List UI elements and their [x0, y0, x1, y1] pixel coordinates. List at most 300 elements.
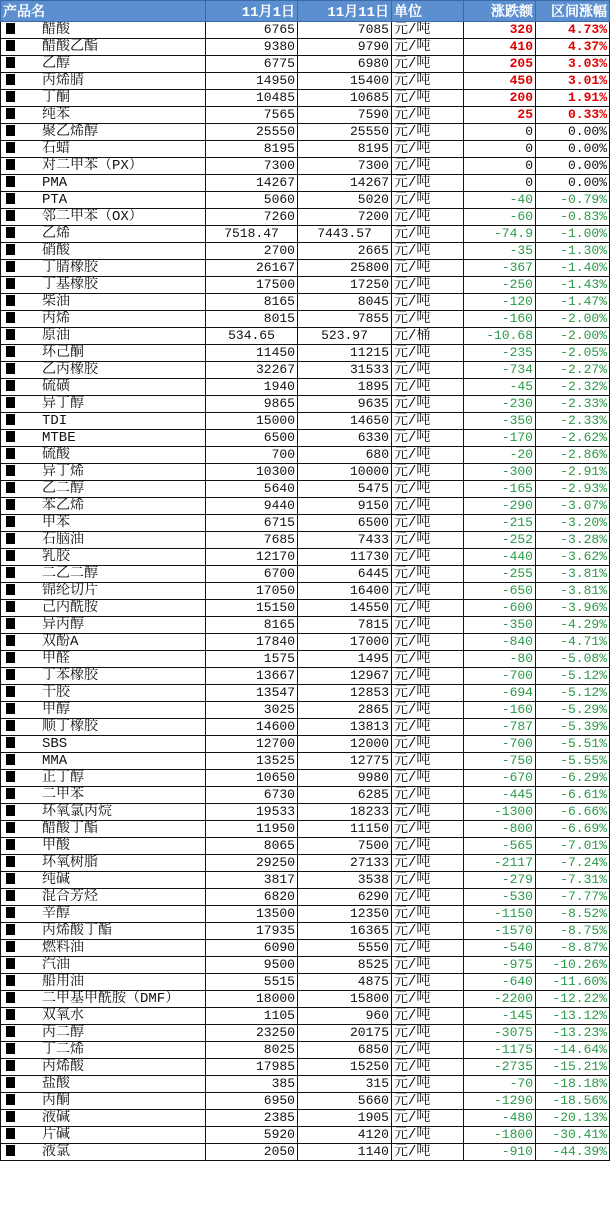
table-row [1, 260, 610, 277]
unit: 元/吨 [392, 243, 464, 260]
square-bullet-icon [6, 1077, 15, 1088]
product-name-cell [1, 328, 206, 345]
table-row [1, 1042, 610, 1059]
product-name: 混合芳烃 [42, 889, 98, 905]
price-date-2: 7815 [298, 617, 392, 634]
table-row [1, 396, 610, 413]
change-percent: 3.01% [536, 73, 610, 90]
price-date-2: 1140 [298, 1144, 392, 1161]
price-date-2: 1495 [298, 651, 392, 668]
change-amount: -70 [464, 1076, 536, 1093]
table-row [1, 770, 610, 787]
price-date-1: 13525 [206, 753, 298, 770]
unit: 元/吨 [392, 991, 464, 1008]
square-bullet-icon [6, 397, 15, 408]
change-amount: -670 [464, 770, 536, 787]
product-name: 甲苯 [42, 515, 70, 531]
product-name-cell [1, 923, 206, 940]
square-bullet-icon [6, 601, 15, 612]
price-date-2: 25800 [298, 260, 392, 277]
price-date-1: 1105 [206, 1008, 298, 1025]
change-percent: -1.00% [536, 226, 610, 243]
product-name: 环氧氯丙烷 [42, 804, 112, 820]
table-row [1, 158, 610, 175]
square-bullet-icon [6, 23, 15, 34]
price-date-2: 11730 [298, 549, 392, 566]
price-date-1: 6950 [206, 1093, 298, 1110]
change-percent: -5.55% [536, 753, 610, 770]
price-date-2: 6980 [298, 56, 392, 73]
product-name: 辛醇 [42, 906, 70, 922]
price-date-2: 6290 [298, 889, 392, 906]
product-name: 丁二烯 [42, 1042, 84, 1058]
price-date-1: 385 [206, 1076, 298, 1093]
product-name: 丙烯腈 [42, 73, 84, 89]
change-percent: -5.08% [536, 651, 610, 668]
unit: 元/吨 [392, 1110, 464, 1127]
price-date-1: 9440 [206, 498, 298, 515]
product-name-cell [1, 566, 206, 583]
product-name: 乙丙橡胶 [42, 362, 98, 378]
change-amount: -40 [464, 192, 536, 209]
price-date-2: 14267 [298, 175, 392, 192]
price-date-2: 9150 [298, 498, 392, 515]
unit: 元/吨 [392, 226, 464, 243]
change-amount: -734 [464, 362, 536, 379]
change-percent: 4.37% [536, 39, 610, 56]
change-percent: -7.31% [536, 872, 610, 889]
square-bullet-icon [6, 74, 15, 85]
product-name-cell [1, 447, 206, 464]
price-date-2: 12000 [298, 736, 392, 753]
product-name: 液氯 [42, 1144, 70, 1160]
product-name-cell [1, 736, 206, 753]
change-percent: -6.29% [536, 770, 610, 787]
table-row [1, 175, 610, 192]
change-amount: -60 [464, 209, 536, 226]
product-name-cell [1, 821, 206, 838]
change-percent: -5.39% [536, 719, 610, 736]
product-name: 硫酸 [42, 447, 70, 463]
unit: 元/吨 [392, 1008, 464, 1025]
product-name: 丁基橡胶 [42, 277, 98, 293]
change-amount: 410 [464, 39, 536, 56]
unit: 元/吨 [392, 124, 464, 141]
product-name-cell [1, 532, 206, 549]
change-amount: -840 [464, 634, 536, 651]
product-name: 对二甲苯（PX） [42, 158, 143, 174]
square-bullet-icon [6, 686, 15, 697]
table-row [1, 991, 610, 1008]
change-percent: -8.52% [536, 906, 610, 923]
change-percent: 3.03% [536, 56, 610, 73]
price-date-1: 8165 [206, 617, 298, 634]
price-date-1: 7518.47 [206, 226, 298, 243]
product-name-cell [1, 1127, 206, 1144]
square-bullet-icon [6, 703, 15, 714]
unit: 元/吨 [392, 158, 464, 175]
price-date-1: 17500 [206, 277, 298, 294]
product-name-cell [1, 753, 206, 770]
unit: 元/吨 [392, 770, 464, 787]
square-bullet-icon [6, 754, 15, 765]
price-date-1: 10650 [206, 770, 298, 787]
product-name-cell [1, 158, 206, 175]
square-bullet-icon [6, 159, 15, 170]
change-percent: 0.00% [536, 175, 610, 192]
product-name-cell [1, 1025, 206, 1042]
product-name: 甲酸 [42, 838, 70, 854]
change-amount: -1570 [464, 923, 536, 940]
unit: 元/吨 [392, 1127, 464, 1144]
table-row [1, 515, 610, 532]
square-bullet-icon [6, 839, 15, 850]
price-date-1: 6730 [206, 787, 298, 804]
change-percent: -0.83% [536, 209, 610, 226]
square-bullet-icon [6, 125, 15, 136]
price-date-2: 8045 [298, 294, 392, 311]
unit: 元/吨 [392, 736, 464, 753]
price-date-1: 23250 [206, 1025, 298, 1042]
price-date-1: 6775 [206, 56, 298, 73]
price-date-1: 534.65 [206, 328, 298, 345]
product-name-cell [1, 311, 206, 328]
price-date-2: 16400 [298, 583, 392, 600]
square-bullet-icon [6, 1026, 15, 1037]
change-amount: -235 [464, 345, 536, 362]
table-row [1, 209, 610, 226]
product-name: 乙烯 [42, 226, 70, 242]
change-percent: -30.41% [536, 1127, 610, 1144]
header-change: 涨跌额 [464, 1, 536, 22]
table-row [1, 804, 610, 821]
price-date-2: 1905 [298, 1110, 392, 1127]
change-amount: -975 [464, 957, 536, 974]
header-percent: 区间涨幅 [536, 1, 610, 22]
unit: 元/吨 [392, 107, 464, 124]
change-percent: -13.12% [536, 1008, 610, 1025]
change-percent: -44.39% [536, 1144, 610, 1161]
square-bullet-icon [6, 431, 15, 442]
change-amount: -35 [464, 243, 536, 260]
table-row [1, 73, 610, 90]
unit: 元/吨 [392, 430, 464, 447]
product-name: PTA [42, 192, 68, 208]
unit: 元/吨 [392, 685, 464, 702]
product-name: 异丁烯 [42, 464, 84, 480]
table-row [1, 192, 610, 209]
table-row [1, 1076, 610, 1093]
table-row [1, 855, 610, 872]
table-row [1, 1008, 610, 1025]
price-date-1: 7685 [206, 532, 298, 549]
change-amount: -215 [464, 515, 536, 532]
change-amount: -1800 [464, 1127, 536, 1144]
change-percent: -18.18% [536, 1076, 610, 1093]
product-name-cell [1, 600, 206, 617]
price-date-1: 12170 [206, 549, 298, 566]
product-name-cell [1, 702, 206, 719]
product-name-cell [1, 498, 206, 515]
square-bullet-icon [6, 788, 15, 799]
product-name: 原油 [42, 328, 70, 344]
change-percent: -11.60% [536, 974, 610, 991]
price-date-1: 13500 [206, 906, 298, 923]
product-name-cell [1, 1059, 206, 1076]
price-date-1: 2700 [206, 243, 298, 260]
price-date-2: 680 [298, 447, 392, 464]
price-date-2: 523.97 [298, 328, 392, 345]
change-percent: -1.47% [536, 294, 610, 311]
change-amount: -565 [464, 838, 536, 855]
product-name: MMA [42, 753, 68, 769]
product-name-cell [1, 1042, 206, 1059]
change-amount: -250 [464, 277, 536, 294]
table-row [1, 753, 610, 770]
price-date-1: 13667 [206, 668, 298, 685]
change-amount: -230 [464, 396, 536, 413]
unit: 元/吨 [392, 651, 464, 668]
product-name: 丙二醇 [42, 1025, 84, 1041]
change-amount: -530 [464, 889, 536, 906]
product-name-cell [1, 872, 206, 889]
table-row [1, 464, 610, 481]
table-row [1, 1127, 610, 1144]
price-date-2: 10000 [298, 464, 392, 481]
product-name: PMA [42, 175, 68, 191]
change-percent: -6.66% [536, 804, 610, 821]
product-name: 双氧水 [42, 1008, 84, 1024]
square-bullet-icon [6, 1128, 15, 1139]
change-amount: -750 [464, 753, 536, 770]
price-date-2: 18233 [298, 804, 392, 821]
table-body [1, 22, 610, 1161]
price-date-1: 5640 [206, 481, 298, 498]
table-row [1, 634, 610, 651]
price-date-2: 17250 [298, 277, 392, 294]
product-name-cell [1, 770, 206, 787]
square-bullet-icon [6, 1060, 15, 1071]
product-name-cell [1, 1093, 206, 1110]
product-name-cell [1, 515, 206, 532]
table-row [1, 328, 610, 345]
change-amount: -640 [464, 974, 536, 991]
header-unit: 单位 [392, 1, 464, 22]
product-name: 汽油 [42, 957, 70, 973]
change-percent: -2.32% [536, 379, 610, 396]
unit: 元/吨 [392, 634, 464, 651]
unit: 元/吨 [392, 583, 464, 600]
change-percent: 0.33% [536, 107, 610, 124]
change-percent: 0.00% [536, 124, 610, 141]
price-date-2: 12775 [298, 753, 392, 770]
square-bullet-icon [6, 414, 15, 425]
product-name: 丙烯酸丁酯 [42, 923, 112, 939]
product-name-cell [1, 1144, 206, 1161]
product-name-cell [1, 226, 206, 243]
unit: 元/吨 [392, 804, 464, 821]
change-percent: -2.93% [536, 481, 610, 498]
change-amount: -1300 [464, 804, 536, 821]
square-bullet-icon [6, 448, 15, 459]
product-name-cell [1, 1008, 206, 1025]
price-date-2: 5020 [298, 192, 392, 209]
price-date-2: 7433 [298, 532, 392, 549]
change-amount: -2735 [464, 1059, 536, 1076]
price-date-2: 15250 [298, 1059, 392, 1076]
price-date-2: 9980 [298, 770, 392, 787]
change-amount: -120 [464, 294, 536, 311]
unit: 元/吨 [392, 719, 464, 736]
unit: 元/吨 [392, 1059, 464, 1076]
unit: 元/吨 [392, 566, 464, 583]
change-amount: 0 [464, 141, 536, 158]
change-percent: -14.64% [536, 1042, 610, 1059]
change-percent: -7.77% [536, 889, 610, 906]
change-amount: -2117 [464, 855, 536, 872]
price-date-1: 9380 [206, 39, 298, 56]
price-date-2: 4120 [298, 1127, 392, 1144]
price-date-1: 6715 [206, 515, 298, 532]
change-percent: -1.30% [536, 243, 610, 260]
unit: 元/吨 [392, 855, 464, 872]
change-amount: -367 [464, 260, 536, 277]
product-name-cell [1, 651, 206, 668]
table-row [1, 447, 610, 464]
square-bullet-icon [6, 1145, 15, 1156]
change-amount: 200 [464, 90, 536, 107]
table-row [1, 549, 610, 566]
price-date-2: 13813 [298, 719, 392, 736]
price-date-1: 19533 [206, 804, 298, 821]
product-name: 异丁醇 [42, 396, 84, 412]
unit: 元/吨 [392, 175, 464, 192]
square-bullet-icon [6, 873, 15, 884]
product-name: 醋酸 [42, 22, 70, 38]
unit: 元/吨 [392, 1042, 464, 1059]
change-amount: 0 [464, 124, 536, 141]
price-date-2: 8195 [298, 141, 392, 158]
change-amount: -80 [464, 651, 536, 668]
product-name-cell [1, 396, 206, 413]
price-date-1: 7300 [206, 158, 298, 175]
square-bullet-icon [6, 346, 15, 357]
change-amount: -1290 [464, 1093, 536, 1110]
change-amount: -170 [464, 430, 536, 447]
product-name: 甲醛 [42, 651, 70, 667]
square-bullet-icon [6, 533, 15, 544]
change-percent: -3.62% [536, 549, 610, 566]
table-row [1, 617, 610, 634]
unit: 元/吨 [392, 872, 464, 889]
product-name: SBS [42, 736, 68, 752]
product-name-cell [1, 617, 206, 634]
product-name: 石蜡 [42, 141, 70, 157]
product-name: 锦纶切片 [42, 583, 98, 599]
price-date-2: 25550 [298, 124, 392, 141]
product-name: 石脑油 [42, 532, 84, 548]
product-name-cell [1, 685, 206, 702]
square-bullet-icon [6, 771, 15, 782]
change-amount: 25 [464, 107, 536, 124]
unit: 元/吨 [392, 668, 464, 685]
price-date-1: 18000 [206, 991, 298, 1008]
product-name-cell [1, 362, 206, 379]
unit: 元/吨 [392, 600, 464, 617]
table-row [1, 685, 610, 702]
product-name-cell [1, 260, 206, 277]
product-name-cell [1, 73, 206, 90]
unit: 元/吨 [392, 141, 464, 158]
change-percent: -5.51% [536, 736, 610, 753]
table-row [1, 923, 610, 940]
unit: 元/吨 [392, 345, 464, 362]
unit: 元/吨 [392, 464, 464, 481]
unit: 元/吨 [392, 396, 464, 413]
change-percent: -12.22% [536, 991, 610, 1008]
product-name: 干胶 [42, 685, 70, 701]
table-row [1, 345, 610, 362]
unit: 元/吨 [392, 362, 464, 379]
product-name: 丁苯橡胶 [42, 668, 98, 684]
product-name: 纯碱 [42, 872, 70, 888]
table-row [1, 362, 610, 379]
change-percent: -15.21% [536, 1059, 610, 1076]
price-date-1: 3817 [206, 872, 298, 889]
product-name-cell [1, 243, 206, 260]
product-name: MTBE [42, 430, 76, 446]
unit: 元/吨 [392, 260, 464, 277]
change-percent: -2.00% [536, 328, 610, 345]
price-date-2: 12350 [298, 906, 392, 923]
square-bullet-icon [6, 550, 15, 561]
product-name: 二乙二醇 [42, 566, 98, 582]
price-date-1: 5920 [206, 1127, 298, 1144]
product-name: 硫磺 [42, 379, 70, 395]
table-row [1, 90, 610, 107]
table-row [1, 957, 610, 974]
product-name: 丁酮 [42, 90, 70, 106]
price-date-2: 15800 [298, 991, 392, 1008]
table-row [1, 311, 610, 328]
table-row [1, 1025, 610, 1042]
price-date-1: 17840 [206, 634, 298, 651]
price-date-1: 6765 [206, 22, 298, 39]
square-bullet-icon [6, 499, 15, 510]
square-bullet-icon [6, 907, 15, 918]
table-row [1, 1093, 610, 1110]
product-name: 硝酸 [42, 243, 70, 259]
price-date-2: 7590 [298, 107, 392, 124]
product-name-cell [1, 124, 206, 141]
product-name-cell [1, 940, 206, 957]
unit: 元/吨 [392, 702, 464, 719]
change-amount: -255 [464, 566, 536, 583]
price-date-1: 6820 [206, 889, 298, 906]
price-date-1: 5060 [206, 192, 298, 209]
change-amount: -350 [464, 413, 536, 430]
price-date-1: 15150 [206, 600, 298, 617]
price-date-2: 6285 [298, 787, 392, 804]
product-name-cell [1, 787, 206, 804]
table-row [1, 651, 610, 668]
unit: 元/吨 [392, 1144, 464, 1161]
unit: 元/吨 [392, 1093, 464, 1110]
unit: 元/吨 [392, 940, 464, 957]
change-amount: -700 [464, 668, 536, 685]
change-amount: -480 [464, 1110, 536, 1127]
change-amount: -600 [464, 600, 536, 617]
